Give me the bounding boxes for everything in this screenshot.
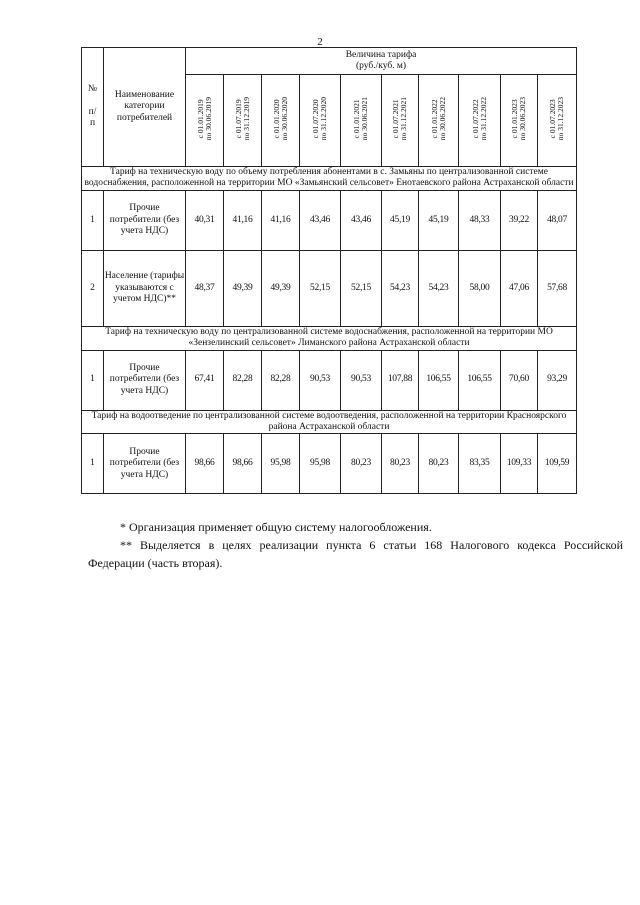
row-category: Прочие потребители (без учета НДС) xyxy=(104,350,186,410)
section-title-row xyxy=(82,326,577,350)
tariff-value: 67,41 xyxy=(186,350,224,410)
period-label: с 01.01.2019 по 30.06.2019 xyxy=(195,96,213,140)
tariff-value: 93,29 xyxy=(538,350,577,410)
period-label: с 01.07.2021 по 31.12.2021 xyxy=(391,96,408,140)
row-number: 1 xyxy=(82,350,104,410)
tariff-value: 109,33 xyxy=(501,434,538,494)
tariff-value: 40,31 xyxy=(186,190,224,250)
tariff-value: 109,59 xyxy=(538,434,577,494)
tariff-value: 41,16 xyxy=(262,190,300,250)
tariff-value: 82,28 xyxy=(262,350,300,410)
period-label: с 01.07.2023 по 31.12.2023 xyxy=(548,96,566,140)
tariff-value: 80,23 xyxy=(419,434,459,494)
tariff-value: 48,07 xyxy=(538,190,577,250)
section-title-row xyxy=(82,410,577,434)
period-label: с 01.07.2020 по 31.12.2020 xyxy=(311,96,328,140)
page-number: 2 xyxy=(317,36,323,48)
period-label: с 01.07.2019 по 31.12.2019 xyxy=(233,96,251,140)
tariff-value: 54,23 xyxy=(382,250,419,326)
header-tariff xyxy=(186,48,577,75)
tariff-value: 107,88 xyxy=(382,350,419,410)
period-label: с 01.01.2020 по 30.06.2020 xyxy=(271,96,289,140)
footnotes xyxy=(88,518,623,572)
header-number-label: № п/ п xyxy=(87,84,98,129)
tariff-value: 80,23 xyxy=(382,434,419,494)
row-number: 1 xyxy=(82,190,104,250)
row-number: 1 xyxy=(82,434,104,494)
header-number xyxy=(82,48,104,167)
section-title: Тариф на техническую воду по централизованной системе водоснабжения, расположенной на территории МО «Зензелинский сельсовет» Лиманского района Астраханской области xyxy=(82,326,577,350)
row-category: Прочие потребители (без учета НДС) xyxy=(104,434,186,494)
section-title-row xyxy=(82,167,577,191)
tariff-value: 45,19 xyxy=(419,190,459,250)
tariff-value: 58,00 xyxy=(459,250,501,326)
tariff-value: 39,22 xyxy=(501,190,538,250)
table-row xyxy=(82,434,577,494)
tariff-value: 95,98 xyxy=(300,434,341,494)
tariff-value: 90,53 xyxy=(341,350,382,410)
header-category-label: Наименование категории потребителей xyxy=(114,89,175,123)
row-category: Население (тарифы указываются с учетом НДС)** xyxy=(104,250,186,326)
tariff-value: 90,53 xyxy=(300,350,341,410)
tariff-value: 48,33 xyxy=(459,190,501,250)
tariff-value: 80,23 xyxy=(341,434,382,494)
tariff-value: 52,15 xyxy=(341,250,382,326)
period-header xyxy=(419,75,459,167)
tariff-value: 70,60 xyxy=(501,350,538,410)
tariff-value: 57,68 xyxy=(538,250,577,326)
period-header xyxy=(224,75,262,167)
table-row xyxy=(82,190,577,250)
footnote-vat: ** Выделяется в целях реализации пункта 6 статьи 168 Налогового кодекса Российской Федерации (часть вторая). xyxy=(88,538,623,570)
tariff-value: 98,66 xyxy=(186,434,224,494)
table-row xyxy=(82,350,577,410)
period-label: с 01.07.2022 по 31.12.2022 xyxy=(470,96,488,140)
header-category xyxy=(104,48,186,167)
tariff-value: 83,35 xyxy=(459,434,501,494)
period-header xyxy=(341,75,382,167)
tariff-value: 43,46 xyxy=(341,190,382,250)
row-category: Прочие потребители (без учета НДС) xyxy=(104,190,186,250)
tariff-value: 106,55 xyxy=(419,350,459,410)
header-tariff-label: Величина тарифа (руб./куб. м) xyxy=(345,49,417,71)
tariff-value: 49,39 xyxy=(262,250,300,326)
period-label: с 01.01.2022 по 30.06.2022 xyxy=(429,96,447,140)
footnote-tax-system: * Организация применяет общую систему налогообложения. xyxy=(120,520,432,534)
tariff-value: 98,66 xyxy=(224,434,262,494)
tariff-value: 43,46 xyxy=(300,190,341,250)
tariff-value: 41,16 xyxy=(224,190,262,250)
tariff-table xyxy=(81,47,577,494)
tariff-value: 45,19 xyxy=(382,190,419,250)
tariff-value: 47,06 xyxy=(501,250,538,326)
tariff-value: 48,37 xyxy=(186,250,224,326)
period-header xyxy=(300,75,341,167)
section-title: Тариф на техническую воду по объему потребления абонентами в с. Замьяны по централизованной системе водоснабжения, расположенной на территории МО «Замьянский сельсовет» Енотаевского района Астраханской области xyxy=(82,167,577,191)
period-header xyxy=(382,75,419,167)
tariff-value: 49,39 xyxy=(224,250,262,326)
period-header xyxy=(186,75,224,167)
tariff-value: 52,15 xyxy=(300,250,341,326)
tariff-value: 54,23 xyxy=(419,250,459,326)
period-header xyxy=(538,75,577,167)
row-number: 2 xyxy=(82,250,104,326)
period-header xyxy=(459,75,501,167)
tariff-value: 82,28 xyxy=(224,350,262,410)
period-label: с 01.01.2021 по 30.06.2021 xyxy=(352,96,369,140)
period-label: с 01.01.2023 по 30.06.2023 xyxy=(510,96,527,140)
period-header xyxy=(501,75,538,167)
period-header xyxy=(262,75,300,167)
table-row xyxy=(82,250,577,326)
section-title: Тариф на водоотведение по централизованной системе водоотведения, расположенной на территории Красноярского района Астраханской области xyxy=(82,410,577,434)
tariff-value: 106,55 xyxy=(459,350,501,410)
tariff-value: 95,98 xyxy=(262,434,300,494)
